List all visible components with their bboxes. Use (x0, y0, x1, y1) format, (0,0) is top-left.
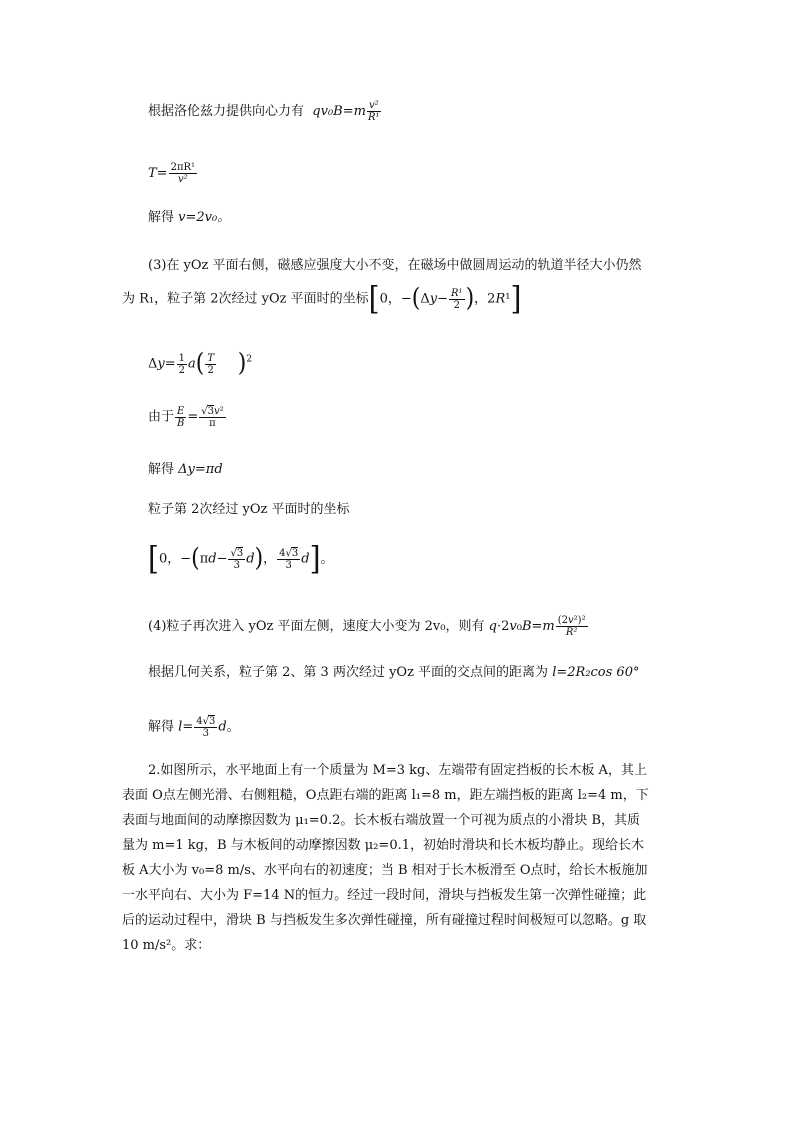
q2-line3: 表面与地面间的动摩擦因数为 μ₁=0.2。长木板右端放置一个可视为质点的小滑块 B，其质 (122, 813, 641, 828)
lorentz-text: 根据洛伦兹力提供向心力有 (148, 104, 305, 119)
q2-line7: 后的运动过程中，滑块 B 与挡板发生多次弹性碰撞，所有碰撞过程时间极短可以忽略。g 取 (122, 913, 647, 928)
since-line: 由于 $\frac{E}{B}$ = $\frac{\text{√3v²}}{\pi}$ (148, 405, 224, 429)
q2-line1: 2.如图所示，水平地面上有一个质量为 M=3 kg、左端带有固定挡板的长木板 A，其上 (148, 763, 647, 778)
q2-line4: 量为 m=1 kg，B 与木板间的动摩擦因数 μ₂=0.1，初始时滑块和长木板均静止。现给长木 (122, 838, 644, 853)
solve-l-line: 解得 l= $\frac{4√3}{3}$ d。 (148, 716, 240, 739)
lorentz-lhs: qv₀B=m (308, 104, 366, 119)
period-fraction: $\frac{\text{2πR¹}}{\text{v²}}$ (170, 162, 196, 185)
solve-label: 解得 (148, 210, 175, 225)
eq-lorentz-line (148, 100, 382, 123)
solve-v-line (148, 210, 230, 226)
lorentz-fraction: $\frac{\text{v²}}{\text{R¹}}$ (368, 100, 380, 123)
delta-y-line: Δy= $\frac{1}{2}$ a( $\frac{T}{2}$ )$^2$ (148, 349, 253, 378)
part3-paragraph (122, 253, 657, 318)
eq-period-line: T= $\frac{\text{2πR¹}}{\text{v²}}$ (148, 162, 196, 185)
part3-line1: (3)在 yOz 平面右侧，磁感应强度大小不变，在磁场中做圆周运动的轨道半径大小仍然 (148, 258, 642, 273)
solve-v-expr: v=2v₀。 (178, 210, 231, 225)
q2-line5: 板 A大小为 v₀=8 m/s、水平向右的初速度；当 B 相对于长木板滑至 O点时，给长木板施加 (122, 863, 648, 878)
part3-line2: 为 R₁，粒子第 2次经过 yOz 平面时的坐标[0，−(Δy− $\frac{\text{R¹}}{2}$ )，2R¹] (122, 279, 522, 318)
q2-line8: 10 m/s²。求： (122, 938, 211, 953)
part4-line: (4)粒子再次进入 yOz 平面左侧，速度大小变为 2v₀，则有 q·2v₀B=m $\frac{\text{(2v²)²}}{\text{R²}}$ (148, 615, 586, 638)
q2-line2: 表面 O点左侧光滑、右侧粗糙，O点距右端的距离 l₁=8 m，距左端挡板的距离 l₂=4 m，下 (122, 788, 649, 803)
coord-label-line: 粒子第 2次经过 yOz 平面时的坐标 (148, 502, 350, 517)
q2-line6: 一水平向右、大小为 F=14 N的恒力。经过一段时间，滑块与挡板发生第一次弹性碰撞；此 (122, 888, 647, 903)
coord-expr-line: [0，−(πd− $\frac{√3}{3}$ d)， $\frac{4√3}{3}$ d]。 (148, 539, 334, 578)
solve-dy-line: 解得 Δy=πd (148, 462, 223, 477)
question-2-paragraph (122, 758, 657, 958)
solve-dy-expr: Δy=πd (178, 462, 223, 477)
geometry-line: 根据几何关系，粒子第 2、第 3 两次经过 yOz 平面的交点间的距离为 l=2R₂cos 60° (148, 665, 640, 680)
